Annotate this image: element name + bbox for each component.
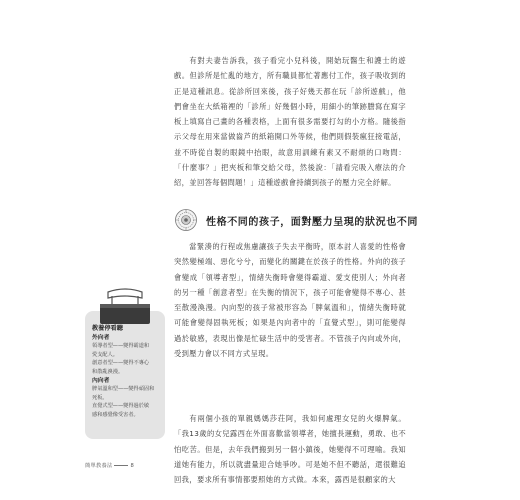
- footer-divider: [114, 465, 128, 466]
- binder-clip-icon: [94, 288, 156, 326]
- sidebar-introvert-line: 直覺式型——變得過於敏: [92, 403, 150, 410]
- section-heading-text: 性格不同的孩子，面對壓力呈現的狀況也不同: [206, 216, 418, 228]
- sidebar-extrovert-line: 愛支配人。: [92, 351, 118, 358]
- body-paragraph-3: [174, 411, 406, 487]
- sidebar-extrovert-line: 領導者型——變得霸道和: [92, 343, 150, 350]
- sidebar-extrovert-line: 和散亂渙漫。: [92, 368, 124, 375]
- sidebar-introvert-line: 死板。: [92, 394, 108, 401]
- sidebar-introvert-title: 內向者: [92, 377, 110, 384]
- mandala-icon: [174, 208, 198, 232]
- sidebar-extrovert-line: 創意者型——變得不專心: [92, 360, 150, 367]
- body-paragraph-2: [174, 239, 406, 361]
- body-paragraph-1-text: 有對夫妻告訴我，孩子看完小兒科後，開始玩醫生和護士的遊戲。但診所是忙亂的地方，所有職員都忙著應付工作，孩子吸收到的正是這種訊息。從診所回來後，孩子好幾天都在玩「診所遊戲」，他們會坐在大紙箱裡的「診所」好幾個小時，用細小的筆跡謄寫在寫字板上填寫自己畫的各種表格，上面有很多需要打勾的小方格。隨後指示父母在用來當做齒芦的紙箱開口外等候，他們則假裝瘋狂接電話，並不時從自製的眼鏡中抬眼，故意用訓練有素又不耐煩的口吻問：「什麼事？」把夾板和筆交給父母，然後說：「請看完吸入療法的介紹，並回答每個問題！」這種遊戲會持續到孩子的壓力完全紓解。: [174, 56, 406, 188]
- sidebar-introvert-line: 脾氣溫和型——變得頑固和: [92, 386, 155, 393]
- body-paragraph-2-text: 當緊湊的行程或焦慮讓孩子失去平衡時，原本討人喜愛的性格會突然變極端、惡化兮兮，而變化的關鍵在於孩子的性格。外向的孩子會變成「領導者型」，情緒失衡時會變得霸道、愛支使別人；外向者的另一種「創意者型」在失衡的情況下，孩子可能會變得不專心、甚至散漫渙漫。內向型的孩子常被形容為「脾氣溫和」，情緒失衡時就可能會變得固執死板；如果是內向者中的「直覺式型」，則可能變得過於敏感，表現出像是忙碌生活中的受害者。不管孩子內向或外向，受到壓力會以不同方式呈現。: [174, 242, 406, 359]
- body-paragraph-3-text: 有兩個小孩的單親媽媽莎荘阿，我如何處理女兒的火爆脾氣。「我13歲的女兒露西在外面喜歡當領導者，她擅長運動，勇敢、也不怕吃苦。但是，去年我們搬到另一個小鎮後，她變得不可理喻。我知道她有能力，所以就盡量迎合她爭吵。可是她不但不聽話，還很難追回我，要求所有事情都要照她的方式做。本來，露西是很顧家的大: [174, 414, 406, 485]
- page-footer: [85, 462, 134, 469]
- footer-page-number: 8: [130, 462, 135, 469]
- body-paragraph-1: [174, 53, 406, 191]
- sidebar-title: 教養停看聽: [92, 325, 123, 332]
- sidebar-note-card: [85, 311, 165, 439]
- section-heading: [174, 208, 418, 232]
- sidebar-introvert-line: 感和感覺像受害者。: [92, 411, 139, 418]
- sidebar-extrovert-title: 外向者: [92, 334, 110, 341]
- footer-book-title: 簡單教養法: [85, 463, 113, 469]
